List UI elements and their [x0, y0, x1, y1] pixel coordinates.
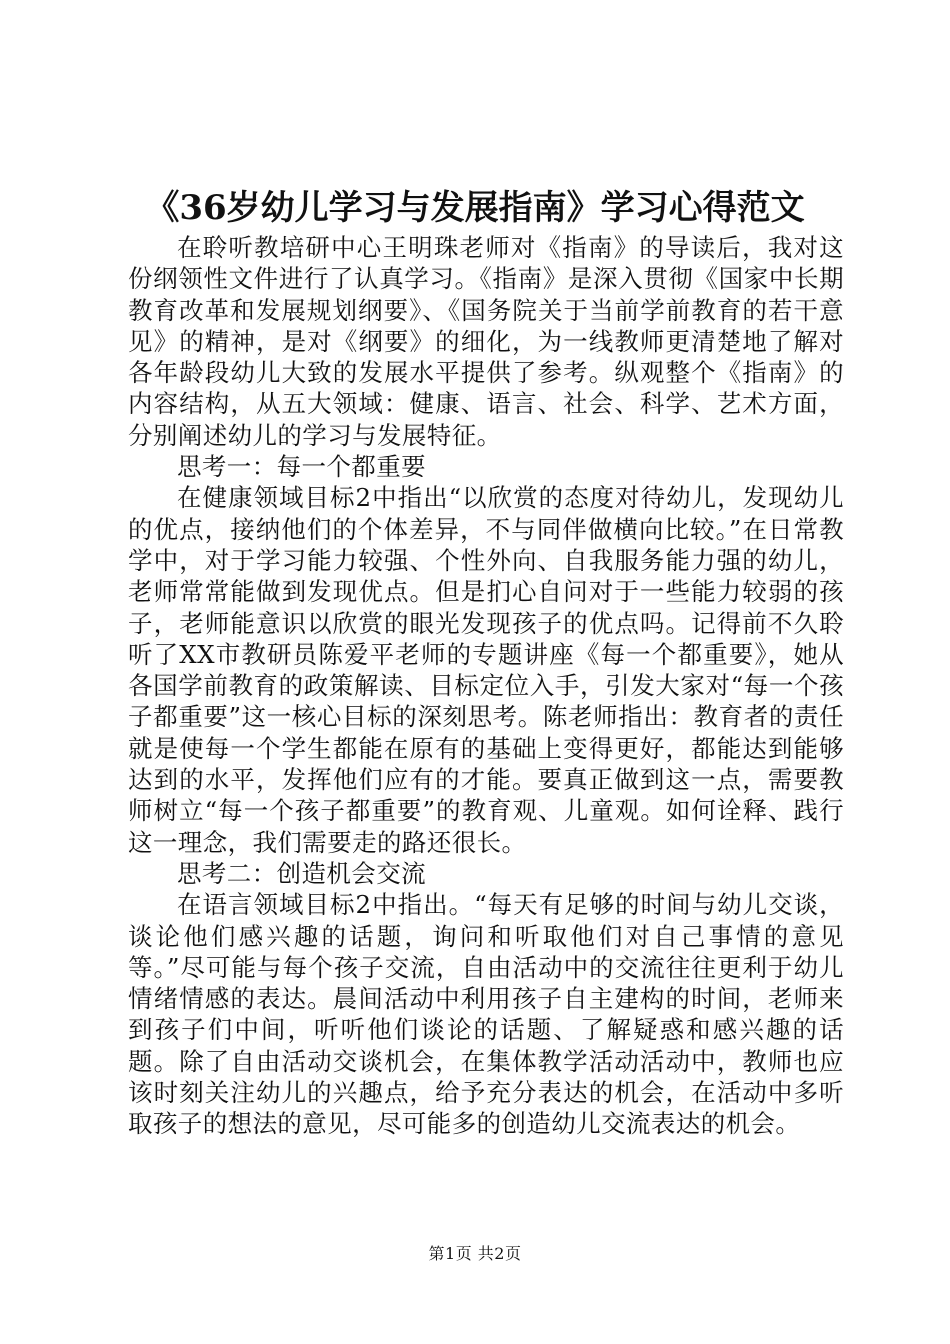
document-title: 《36岁幼儿学习与发展指南》学习心得范文: [145, 188, 805, 228]
section-2-paragraph: 在语言领域目标2中指出。“每天有足够的时间与幼儿交谈，谈论他们感兴趣的话题，询问和听取他们对自己事情的意见等。”尽可能与每个孩子交流，自由活动中的交流往往更利于幼儿情绪情感的表达。晨间活动中利用孩子自主建构的时间，老师来到孩子们中间，听听他们谈论的话题、了解疑惑和感兴趣的话题。除了自由活动交谈机会，在集体教学活动活动中，教师也应该时刻关注幼儿的兴趣点，给予充分表达的机会，在活动中多听取孩子的想法的意见，尽可能多的创造幼儿交流表达的机会。: [128, 890, 844, 1139]
document-body: [128, 232, 844, 1140]
intro-paragraph: 在聆听教培研中心王明珠老师对《指南》的导读后，我对这份纲领性文件进行了认真学习。《指南》是深入贯彻《国家中长期教育改革和发展规划纲要》、《国务院关于当前学前教育的若干意见》的精神，是对《纲要》的细化，为一线教师更清楚地了解对各年龄段幼儿大致的发展水平提供了参考。纵观整个《指南》的内容结构，从五大领域：健康、语言、社会、科学、艺术方面，分别阐述幼儿的学习与发展特征。: [128, 233, 844, 450]
section-heading-2: 思考二：创造机会交流: [177, 858, 426, 888]
page-number-footer: 第1页 共2页: [428, 1244, 522, 1263]
section-1-paragraph: 在健康领域目标2中指出“以欣赏的态度对待幼儿，发现幼儿的优点，接纳他们的个体差异，不与同伴做横向比较。”在日常教学中，对于学习能力较强、个性外向、自我服务能力强的幼儿，老师常常能做到发现优点。但是扪心自问对于一些能力较弱的孩子，老师能意识以欣赏的眼光发现孩子的优点吗。记得前不久聆听了XX市教研员陈爱平老师的专题讲座《每一个都重要》，她从各国学前教育的政策解读、目标定位入手，引发大家对“每一个孩子都重要”这一核心目标的深刻思考。陈老师指出：教育者的责任就是使每一个学生都能在原有的基础上变得更好，都能达到能够达到的水平，发挥他们应有的才能。要真正做到这一点，需要教师树立“每一个孩子都重要”的教育观、儿童观。如何诠释、践行这一理念，我们需要走的路还很长。: [128, 483, 844, 857]
section-heading-1: 思考一：每一个都重要: [177, 452, 426, 482]
